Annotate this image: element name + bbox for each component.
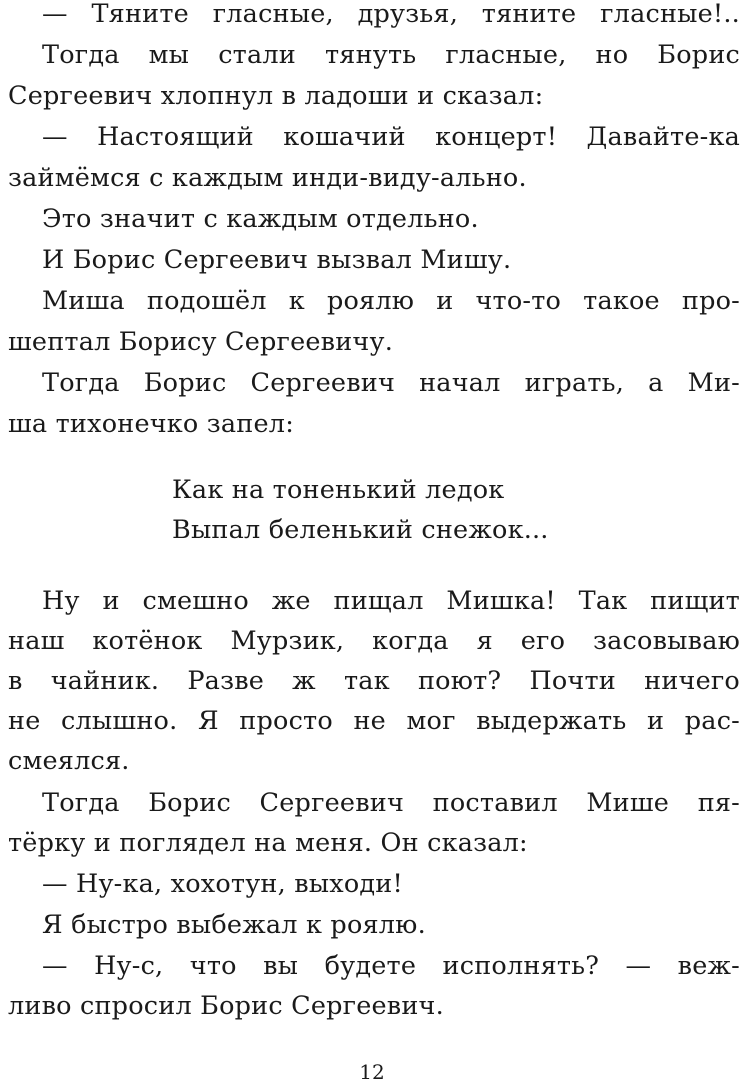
text-line: Тогда Борис Сергеевич начал играть, а Ми- <box>42 368 740 398</box>
text-line: Я быстро выбежал к роялю. <box>42 910 426 940</box>
text-line: Тогда мы стали тянуть гласные, но Борис <box>42 40 740 70</box>
poem-line: Выпал беленький снежок... <box>172 515 549 545</box>
text-line: ша тихонечко запел: <box>8 409 294 439</box>
text-line: — Тяните гласные, друзья, тяните гласные!.. <box>42 0 740 29</box>
text-line: Это значит с каждым отдельно. <box>42 204 479 234</box>
text-line: в чайник. Разве ж так поют? Почти ничего <box>8 666 740 696</box>
text-line: Сергеевич хлопнул в ладоши и сказал: <box>8 81 544 111</box>
text-line: займёмся с каждым инди-виду-ально. <box>8 163 527 193</box>
text-line: тёрку и поглядел на меня. Он сказал: <box>8 828 528 858</box>
text-line: Ну и смешно же пищал Мишка! Так пищит <box>42 586 740 616</box>
page-number: 12 <box>359 1060 385 1084</box>
text-line: — Ну-с, что вы будете исполнять? — веж- <box>42 951 740 981</box>
text-line: ливо спросил Борис Сергеевич. <box>8 991 444 1021</box>
text-line: Миша подошёл к роялю и что-то такое про- <box>42 286 740 316</box>
text-line: смеялся. <box>8 746 130 776</box>
text-line: не слышно. Я просто не мог выдержать и рас- <box>8 706 740 736</box>
text-line: шептал Борису Сергеевичу. <box>8 327 393 357</box>
text-line: наш котёнок Мурзик, когда я его засовываю <box>8 626 740 656</box>
text-line: — Ну-ка, хохотун, выходи! <box>42 869 403 899</box>
text-line: — Настоящий кошачий концерт! Давайте-ка <box>42 122 740 152</box>
text-line: И Борис Сергеевич вызвал Мишу. <box>42 245 512 275</box>
text-line: Тогда Борис Сергеевич поставил Мише пя- <box>42 788 740 818</box>
poem-line: Как на тоненький ледок <box>172 475 505 505</box>
